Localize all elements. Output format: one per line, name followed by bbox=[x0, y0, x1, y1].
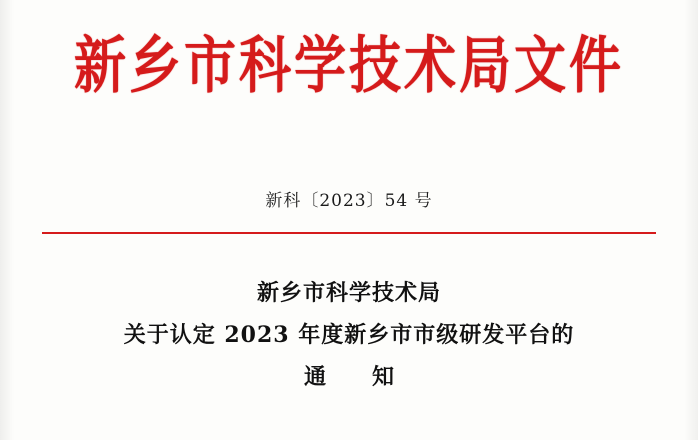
issuing-authority-line: 新乡市科学技术局 bbox=[256, 280, 441, 306]
subject-line: 关于认定 2023 年度新乡市市级研发平台的 bbox=[123, 322, 575, 348]
document-number: 新科〔2023〕54 号 bbox=[265, 191, 433, 211]
document-masthead-title: 新乡市科学技术局文件 bbox=[73, 30, 624, 102]
document-title-block bbox=[0, 272, 698, 398]
red-divider-rule bbox=[42, 232, 656, 234]
notice-label-line: 通 知 bbox=[303, 364, 406, 390]
